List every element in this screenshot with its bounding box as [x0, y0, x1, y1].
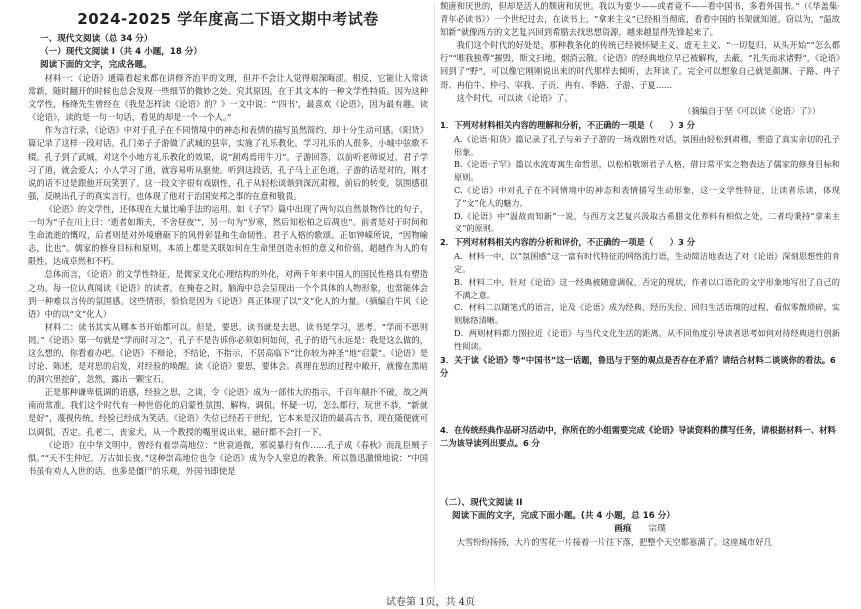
reading-instruction: 阅读下面的文字，完成各题。: [40, 60, 152, 70]
story-paragraph: 大雪纷纷扬扬，大片的雪花一片接着一片往下落，把整个天空都塞满了。这座城市好几: [456, 536, 772, 547]
question-1-option-d: D.《论语》中“温故而知新”一说，与西方文艺复兴汲取古希腊文化养料有相似之处，二者均秉持“拿来主义”的原则。: [454, 210, 840, 234]
question-1-stem: 1．下列对材料相关内容的理解和分析，不正确的一项是（ ）3 分: [440, 119, 696, 130]
passage-paragraph: 颓唐和厌世的，但却是活人的颓唐和厌世。我以为要少——或者竟不——看中国书，多看外国书。”（《华盖集·青年必读书》）一个世纪过去，在读书上，“拿来主义”已经相当彻底，看看中国的书架就知道。窃以为，“温故知新”就像西方的文艺复兴回到希腊去找思想资源，越来越显得先锋起来了。: [440, 1, 840, 38]
passage-paragraph: 作为言行录，《论语》中对于孔子在不同情境中的神态和表情的描写虽然简约，却十分生动可感。《阳货》篇记录了这样一段对话。孔门弟子子游做了武城的县宰，实施了礼乐教化，学习礼乐的人很多，小城中弦歌不辍。孔子到了武城，对这个小地方礼乐教化的效果，说“割鸡焉用牛刀”。子游回答，以前听老师说过，君子学习了道，就会爱人；小人学习了道，就容易听从驱使。听到这段话，孔子马上正色道，子游的话是对的，刚才说的话不过是跟他开玩笑罢了。这一段文字很有戏剧性，孔子从轻松谈谐到深沉肃穆，前后的转变，氛围感很强，反映出孔子的真实言行，也体现了他对于治国安邦之事的在意和敬畏。: [28, 125, 428, 201]
right-column: [440, 0, 840, 592]
question-3-stem: 3．关于读《论语》等“中国书”这一话题，鲁迅与于坚的观点是否存在矛盾？请结合材料二谈谈你的看法。6 分: [440, 354, 836, 378]
section-1-sub-heading: （一）现代文阅读 I（共 4 小题，18 分）: [40, 47, 203, 57]
question-2-option-b: B．材料二中，针对《论语》这一经典被随意调侃、否定的现状，作者以口语化的文字形象地写出了自己的不满之意。: [454, 276, 840, 300]
passage-paragraph: 总体而言，《论语》的文学性特征，是儒家文化心理结构的外化，对两千年来中国人的国民性格具有塑造之功。每一位认真阅读《论语》的读者，在掩卷之时，脑海中总会呈现出一个个具体的人物形象，也常能体会到一种难以言传的氛围感。这些情形，恰恰是因为《论语》真正体现了以“文”化人的力量。（摘编自牛风《论语》中的以“文”化人）: [28, 269, 428, 319]
question-2-option-c: C．材料二以随笔式的语言，论及《论语》成为经典、经历失位、回归生活语境的过程，看似零散琐碎，实则脉络清晰。: [454, 302, 840, 326]
left-column: [28, 0, 428, 592]
question-1-option-b: B.《论语·子罕》篇以水流寄寓生命哲思，以松柏敬颂君子人格，借日常平实之物表达了儒家的修身目标和原则。: [454, 159, 840, 183]
question-1-option-a: A.《论语·阳货》篇记录了孔子与弟子子游的一场戏剧性对话，氛围由轻松到肃穆，塑造了真实亲切的孔子形象。: [454, 133, 840, 157]
question-2-stem: 2．下列对材料相关内容的分析和评价，不正确的一项是（ ）3 分: [440, 237, 696, 248]
passage-paragraph: 《论语》的文学性，还体现在大量比喻手法的运用。如《子罕》篇中出现了两句以自然景物作比的句子，一句为“子在川上曰：‘逝者如斯夫，不舍昼夜’”，另一句为“岁寒，然后知松柏之后凋也”。前者是对于时间和生命流逝的慨叹，后者则是对外境磨砺下的风骨彰显和生命韧性、君子人格的歌颂。正如钟嵘所说，“因物喻志，比也”。儒家的修身目标和原则，本质上都是关联如何在生命里创造永恒的意义和价值，超越作为人的有限性，达成卓然和不朽。: [28, 203, 428, 267]
question-4-stem: 4．在传统经典作品研习活动中，你所在的小组需要完成《论语》导读资料的撰写任务，请根据材料一、材料二为该导读列出要点。6 分: [440, 424, 836, 448]
question-2-option-a: A．材料一中，以“氛围感”这一富有时代特征的网络流行语，生动简洁地表达了对《论语》深刻思想性的肯定。: [454, 251, 840, 274]
story-title: 画痕: [614, 523, 632, 534]
section-2-sub-heading: （二）、现代文阅读 II: [440, 497, 523, 508]
passage-paragraph: 材料一：《论语》通篇看起来都在讲修齐治平的文理，但并不会让人觉得艰深晦涩。相反，它能让人常读常新，随时翻开的时候也总会发现一些细节的微妙之处。究其原因，在于其文本的一种文学性特质。因为这种文学性，杨绛先生曾经在《我是怎样读《论语》的？》一文中说：“‘四书’，最喜欢《论语》，因为最有趣。读《论语》，读的是一句一句话，看见的却是一个一个人。”: [28, 73, 428, 123]
passage-paragraph: 《论语》在中华文明中，曾经有着崇高地位：“世衰道微，邪说暴行有作……孔子成《春秋》而乱臣贼子惧。”“天不生仲尼，万古如长夜。”这种崇高地位也令《论语》成为令人窒息的教条。所以鲁迅激愤地说：“中国书虽有劝人入世的话，也多是僵尸的乐观，外国书即使是: [28, 439, 428, 476]
section-1-heading: 一、现代文阅读（总 34 分）: [40, 34, 153, 44]
passage-paragraph: 正是那种谦卑低调的语感，经验之思，之谈，令《论语》成为一部伟大的指示，千百年颠扑不破，故之两南而常准。我们这个时代有一种世俗化的启蒙性氛围，解构，调侃，怀疑一切，怎么都行，玩世不恭，“新就是好”，蔑视传统，经验已经成为笑话。《论语》失位已经若干世纪，它本来是汉语的最高古书，现在随便就可以调侃，否定。孔老二，丧家犬，从一个教授的嘴里说出来，磁矸都不会打一下。: [28, 387, 428, 437]
column-divider: [434, 4, 435, 589]
story-title-line: [440, 523, 840, 536]
question-2-option-d: D．两则材料都力图拉近《论语》与当代文化生活的距离，从不同角度引导读者思考如何对待经典进行创新性阅读。: [454, 327, 840, 351]
answer-space: [440, 451, 840, 497]
question-1-option-c: C.《论语》中对孔子在不同情境中的神态和表情描写生动形象，这一文学性特征，让读者乐读，体现了“文”化人的魅力。: [454, 184, 840, 208]
answer-space: [440, 381, 840, 423]
passage-paragraph: 我们这个时代的好处是，那种教条化的传统已经被怀疑主义、虚无主义、“一切复归，从头开始”“怎么都行”“唯我独尊”摧毁，斯文扫地，烟消云散。《论语》的经典地位早已被解构，去蔽。“礼失而求诸野”，《论语》回到了“野”，可以像它刚刚说出来的时代那样去倾听，去拜读了。完全可以想象自己就是颜渊、子路、冉子哥、冉伯牛、仲弓、宰我、子贡、冉有、季路、子游、子夏……: [440, 40, 840, 90]
section-2-instruction: 阅读下面的文字，完成下面小题。(共 4 小题，总 16 分）: [452, 510, 675, 521]
exam-title: 2024-2025 学年度高二下语文期中考试卷: [77, 10, 379, 28]
story-author: 宗璞: [648, 523, 666, 534]
passage-source: （摘编自于坚《可以读〈论语〉了》）: [683, 105, 820, 116]
passage-paragraph: 材料二：读书其实从哪本书开始都可以。但是，要思。读书就是去思，读书是学习，思考。“学而不思则罔。”《论语》第一句就是“学而时习之”，孔子不是告诉你必须如何如何，孔子的语气永远是：我是这么做的，这么想的，你看着办吧。《论语》不辩论，不结论，不指示，不居高临下“比你较为神圣”地“启蒙”。《论语》是讨论、陈述，是对思的启发，对经验的唤醒。读《论语》要思，要体会。真理在思的过程中敞开，就像在黑暗的洞穴里挖矿，忽然，露出一颗宝石。: [28, 321, 428, 385]
page-footer: 试卷第 1页，共 4页: [385, 597, 476, 608]
passage-paragraph: 这个时代，可以读《论语》了。: [456, 92, 573, 103]
